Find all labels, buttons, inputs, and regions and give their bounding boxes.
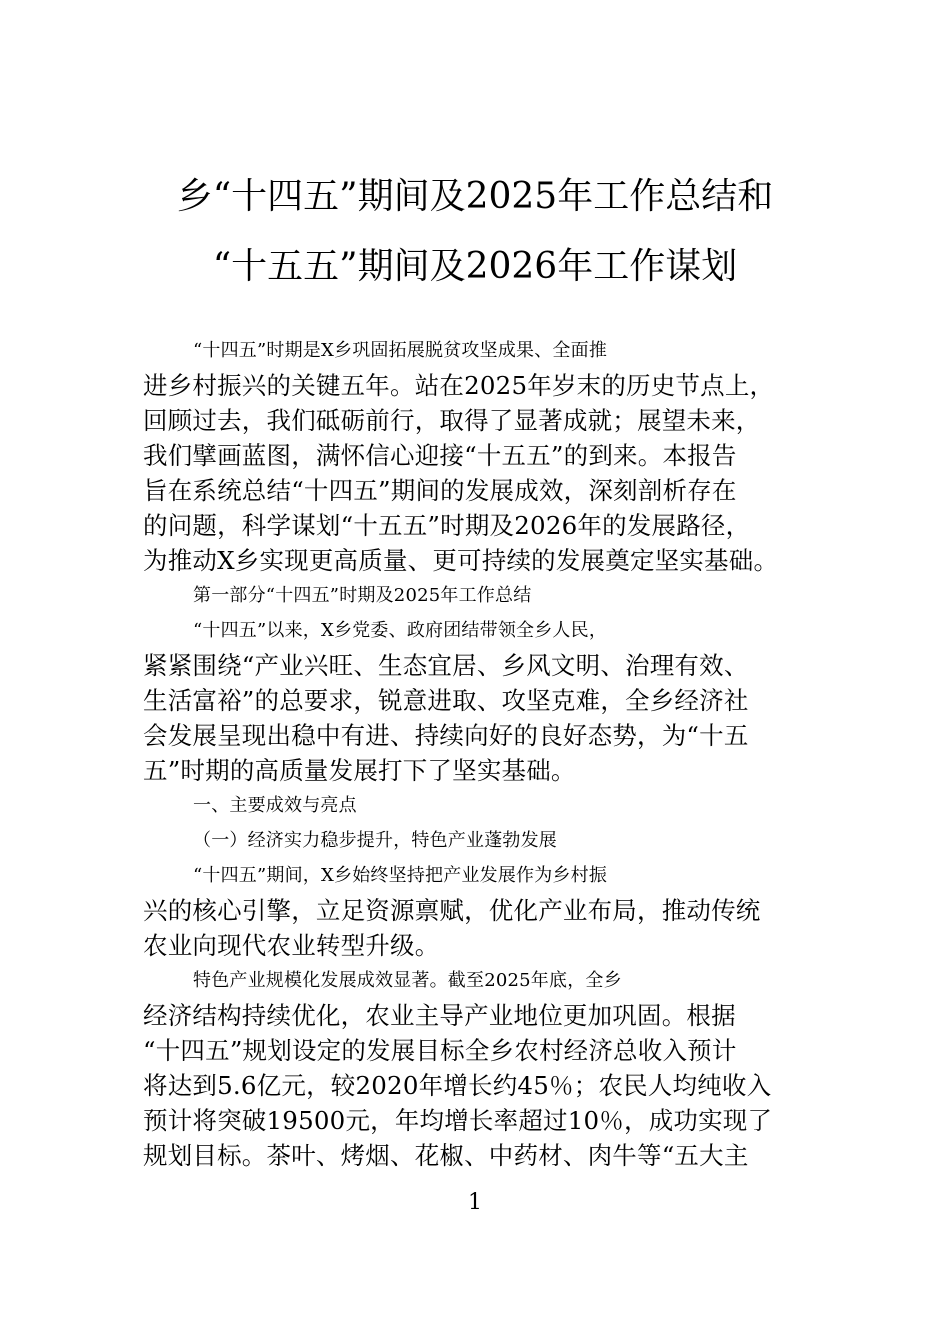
body-text-line: 紧紧围绕“产业兴旺、生态宜居、乡风文明、治理有效、: [143, 651, 749, 680]
body-text-line: “十四五”时期是X乡巩固拓展脱贫攻坚成果、全面推: [193, 340, 608, 361]
body-text-line: 回顾过去，我们砥砺前行，取得了显著成就；展望未来，: [143, 406, 761, 435]
body-text-line: 生活富裕”的总要求，锐意进取、攻坚克难，全乡经济社: [143, 686, 749, 715]
body-text-line: “十四五”规划设定的发展目标全乡农村经济总收入预计: [143, 1036, 737, 1065]
body-text-line: 农业向现代农业转型升级。: [143, 931, 440, 960]
body-text-line: 我们擘画蓝图，满怀信心迎接“十五五”的到来。本报告: [143, 441, 737, 470]
body-text-line: 为推动X乡实现更高质量、更可持续的发展奠定坚实基础。: [143, 546, 779, 575]
body-text-line: “十四五”期间，X乡始终坚持把产业发展作为乡村振: [193, 865, 608, 886]
body-text-line: 将达到5.6亿元，较2020年增长约45％；农民人均纯收入: [143, 1071, 772, 1100]
document-body: [143, 333, 809, 1173]
body-text-line: 特色产业规模化发展成效显著。截至2025年底，全乡: [193, 970, 622, 991]
document-title-line-2: “十五五”期间及2026年工作谋划: [212, 246, 738, 287]
body-text-line: 一、主要成效与亮点: [193, 795, 357, 816]
body-text-line: 会发展呈现出稳中有进、持续向好的良好态势，为“十五: [143, 721, 749, 750]
page-number: 1: [468, 1190, 482, 1215]
body-text-line: 第一部分“十四五”时期及2025年工作总结: [193, 585, 532, 606]
body-text-line: 规划目标。茶叶、烤烟、花椒、中药材、肉牛等“五大主: [143, 1141, 749, 1170]
body-text-line: 的问题，科学谋划“十五五”时期及2026年的发展路径，: [143, 511, 751, 540]
document-title-line-1: 乡“十四五”期间及2025年工作总结和: [176, 176, 774, 217]
body-text-line: 预计将突破19500元，年均增长率超过10％，成功实现了: [143, 1106, 773, 1135]
body-text-line: 进乡村振兴的关键五年。站在2025年岁末的历史节点上，: [143, 371, 775, 400]
body-text-line: 兴的核心引擎，立足资源禀赋，优化产业布局，推动传统: [143, 896, 761, 925]
body-text-line: 旨在系统总结“十四五”期间的发展成效，深刻剖析存在: [143, 476, 737, 505]
body-text-line: 经济结构持续优化，农业主导产业地位更加巩固。根据: [143, 1001, 736, 1030]
body-text-line: （一）经济实力稳步提升，特色产业蓬勃发展: [193, 830, 557, 851]
body-text-line: “十四五”以来，X乡党委、政府团结带领全乡人民，: [193, 620, 608, 641]
body-text-line: 五”时期的高质量发展打下了坚实基础。: [143, 756, 576, 785]
